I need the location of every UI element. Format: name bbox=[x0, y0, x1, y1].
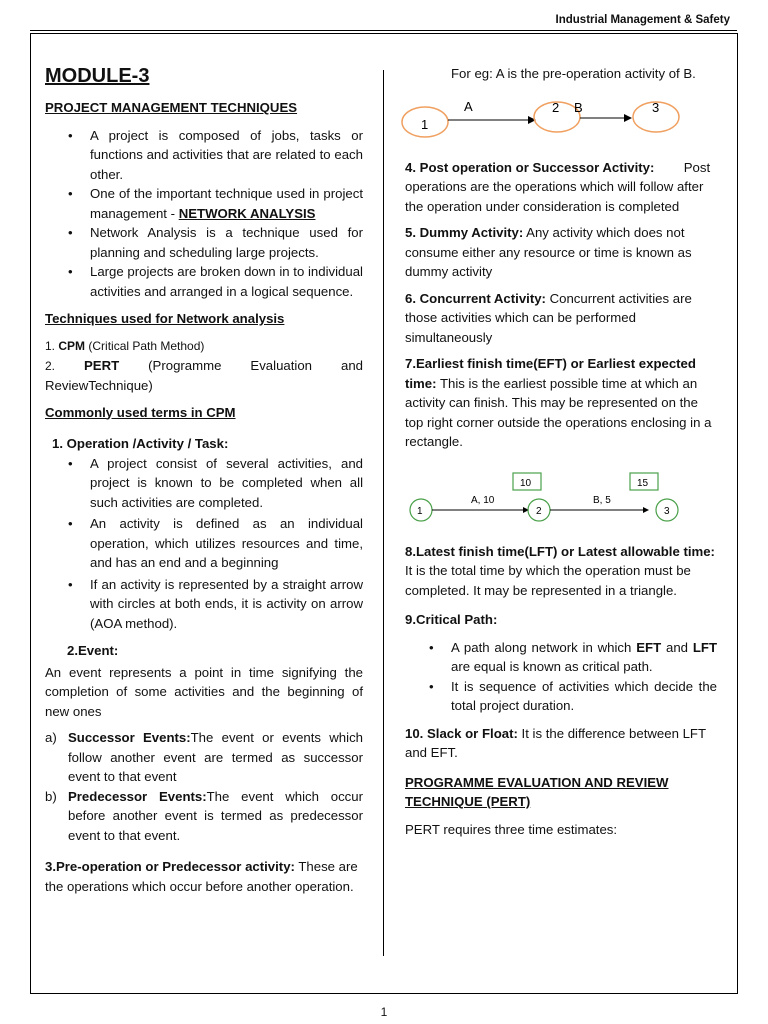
list-item: • An activity is defined as an individual operation, which utilizes resources and time, and has an end and a beginning bbox=[90, 514, 363, 573]
left-column bbox=[45, 62, 363, 903]
eft-box-2-value: 15 bbox=[637, 477, 649, 489]
arrow-b-label: B bbox=[574, 99, 583, 115]
node-2-label: 2 bbox=[536, 505, 542, 517]
module-title: MODULE-3 bbox=[45, 65, 150, 87]
list-item: a) Successor Events:The event or events which follow another event are termed as successor event to that event bbox=[45, 730, 363, 784]
techniques-title: Techniques used for Network analysis bbox=[45, 311, 285, 326]
arrow-a-label: A bbox=[464, 98, 473, 114]
eft-paragraph: 7.Earliest finish time(EFT) or Earliest expected time: This is the earliest possible time at which an activity can finish. This may be represented on the top right corner outside the operations enclosing in a rectangle. bbox=[405, 356, 712, 449]
list-item bbox=[90, 184, 363, 223]
node-2-label: 2 bbox=[552, 99, 560, 115]
page-number: 1 bbox=[380, 1005, 388, 1019]
list-item-continuation: ReviewTechnique) bbox=[45, 377, 153, 393]
concurrent-activity-paragraph: 6. Concurrent Activity: Concurrent activities are those activities which can be performed simultaneously bbox=[405, 290, 692, 345]
node-1-label: 1 bbox=[417, 505, 423, 517]
successor-events-title: Successor Events: bbox=[68, 730, 191, 745]
slack-title: 10. Slack or Float: bbox=[405, 725, 518, 741]
network-analysis-emphasis: NETWORK ANALYSIS bbox=[178, 205, 316, 221]
preop-title: 3.Pre-operation or Predecessor activity: bbox=[45, 859, 295, 874]
header-title: Industrial Management & Safety bbox=[555, 14, 730, 26]
list-item: 2. PERT (Programme Evaluation and bbox=[45, 357, 363, 373]
node-1-label: 1 bbox=[421, 116, 429, 132]
event-title: 2.Event: bbox=[67, 643, 119, 658]
arrow-b-head bbox=[643, 507, 649, 513]
predecessor-events-title: Predecessor Events: bbox=[68, 788, 207, 804]
list-item: • Large projects are broken down in to individual activities and arranged in a logical sequence. bbox=[90, 262, 363, 301]
list-item: • A path along network in which EFT and LFT are equal is known as critical path. bbox=[451, 638, 717, 677]
preop-paragraph: 3.Pre-operation or Predecessor activity: These are the operations which occur before another operation. bbox=[45, 859, 358, 894]
pert-title: PROGRAMME EVALUATION AND REVIEW TECHNIQUE (PERT) bbox=[405, 774, 669, 809]
bullet-text: One of the important technique used in project management - bbox=[90, 186, 363, 221]
right-column bbox=[405, 62, 717, 846]
terms-title: Commonly used terms in CPM bbox=[45, 404, 236, 420]
column-divider bbox=[383, 70, 384, 956]
example-text: For eg: A is the pre-operation activity of B. bbox=[451, 66, 696, 81]
eft-box-1-value: 10 bbox=[520, 477, 532, 489]
post-operation-paragraph: 4. Post operation or Successor Activity: Post operations are the operations which will follow after the operation under consideration is completed bbox=[405, 159, 711, 214]
arrow-a-label: A, 10 bbox=[471, 494, 495, 506]
dummy-activity-title: 5. Dummy Activity: bbox=[405, 225, 524, 240]
header-rule bbox=[30, 30, 737, 31]
operation-title: 1. Operation /Activity / Task: bbox=[52, 436, 229, 451]
critical-path-title: 9.Critical Path: bbox=[405, 612, 498, 627]
node-3-label: 3 bbox=[652, 99, 660, 115]
intro-bullets bbox=[45, 126, 363, 302]
eft-title: 7.Earliest finish time(EFT) or Earliest expected time: bbox=[405, 356, 696, 391]
lft-title: 8.Latest finish time(LFT) or Latest allowable time: bbox=[405, 543, 715, 559]
lft-paragraph: 8.Latest finish time(LFT) or Latest allowable time: It is the total time by which the operation must be completed. It may be represented in a triangle. bbox=[405, 543, 715, 598]
concurrent-activity-title: 6. Concurrent Activity: bbox=[405, 290, 546, 306]
list-item: • If an activity is represented by a straight arrow with circles at both ends, it is activity on arrow (AOA method). bbox=[90, 575, 363, 634]
node-3-label: 3 bbox=[664, 505, 670, 517]
list-item: • Network Analysis is a technique used for planning and scheduling large projects. bbox=[90, 223, 363, 262]
network-diagram-1 bbox=[400, 94, 712, 154]
slack-paragraph: 10. Slack or Float: It is the difference between LFT and EFT. bbox=[405, 725, 706, 760]
arrow-b-label: B, 5 bbox=[593, 494, 611, 506]
operation-bullets bbox=[45, 454, 363, 634]
dummy-activity-paragraph: 5. Dummy Activity: Any activity which does not consume either any resource or time is known as dummy activity bbox=[405, 225, 692, 279]
post-operation-title: 4. Post operation or Successor Activity: bbox=[405, 159, 655, 175]
arrow-b-head bbox=[624, 114, 632, 122]
list-item: b) Predecessor Events:The event which occur before another event is termed as predecessor event to that event. bbox=[45, 788, 363, 843]
list-item: • A project consist of several activities, and project is known to be completed when all such activities are completed. bbox=[90, 454, 363, 513]
network-diagram-2 bbox=[405, 470, 717, 532]
event-types bbox=[45, 728, 363, 845]
pert-text: PERT requires three time estimates: bbox=[405, 821, 618, 837]
list-item: • It is sequence of activities which decide the total project duration. bbox=[451, 677, 717, 716]
event-description: An event represents a point in time signifying the completion of some activities and the beginning of new ones bbox=[45, 664, 363, 719]
techniques-list bbox=[45, 337, 363, 395]
list-item: 1. CPM (Critical Path Method) bbox=[45, 338, 205, 353]
list-item: • A project is composed of jobs, tasks or functions and activities that are related to each other. bbox=[90, 126, 363, 185]
critical-path-bullets bbox=[405, 638, 717, 716]
section-title: PROJECT MANAGEMENT TECHNIQUES bbox=[45, 100, 298, 115]
